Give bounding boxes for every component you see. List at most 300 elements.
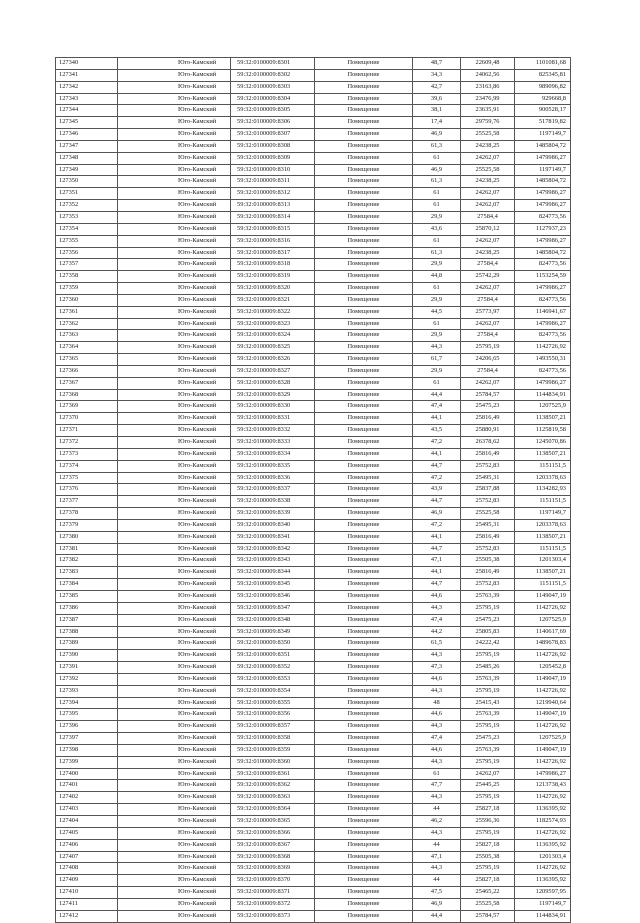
- district-cell: Юго-Камский: [118, 851, 231, 863]
- table-row: [56, 164, 571, 176]
- table-row: [56, 662, 571, 674]
- row-number-cell: 127361: [56, 306, 118, 318]
- area-cell: 47,4: [413, 614, 461, 626]
- table-row: [56, 484, 571, 496]
- table-row: [56, 816, 571, 828]
- area-cell: 43,5: [413, 425, 461, 437]
- cadastral-number-cell: 59:32:0100009:8367: [231, 839, 315, 851]
- area-cell: 44,3: [413, 756, 461, 768]
- district-cell: Юго-Камский: [118, 294, 231, 306]
- cadastral-value-cell: 1479986,27: [515, 377, 571, 389]
- row-number-cell: 127363: [56, 330, 118, 342]
- district-cell: Юго-Камский: [118, 780, 231, 792]
- table-row: [56, 401, 571, 413]
- object-type-cell: Помещение: [315, 519, 413, 531]
- cadastral-value-cell: 1142726,92: [515, 602, 571, 614]
- area-cell: 61,5: [413, 638, 461, 650]
- district-cell: Юго-Камский: [118, 306, 231, 318]
- table-row: [56, 247, 571, 259]
- district-cell: Юго-Камский: [118, 164, 231, 176]
- cadastral-number-cell: 59:32:0100009:8305: [231, 105, 315, 117]
- cadastral-value-cell: 1213738,43: [515, 780, 571, 792]
- object-type-cell: Помещение: [315, 140, 413, 152]
- object-type-cell: Помещение: [315, 271, 413, 283]
- cadastral-number-cell: 59:32:0100009:8323: [231, 318, 315, 330]
- cadastral-number-cell: 59:32:0100009:8325: [231, 342, 315, 354]
- table-row: [56, 342, 571, 354]
- row-number-cell: 127378: [56, 508, 118, 520]
- table-row: [56, 389, 571, 401]
- area-cell: 44,3: [413, 650, 461, 662]
- cadastral-number-cell: 59:32:0100009:8362: [231, 780, 315, 792]
- table-row: [56, 188, 571, 200]
- unit-value-cell: 24262,07: [461, 377, 515, 389]
- table-row: [56, 733, 571, 745]
- object-type-cell: Помещение: [315, 804, 413, 816]
- cadastral-number-cell: 59:32:0100009:8357: [231, 721, 315, 733]
- cadastral-value-cell: 1197149,7: [515, 129, 571, 141]
- cadastral-value-cell: 1142726,92: [515, 863, 571, 875]
- object-type-cell: Помещение: [315, 709, 413, 721]
- object-type-cell: Помещение: [315, 448, 413, 460]
- row-number-cell: 127371: [56, 425, 118, 437]
- table-row: [56, 437, 571, 449]
- row-number-cell: 127411: [56, 898, 118, 910]
- object-type-cell: Помещение: [315, 460, 413, 472]
- cadastral-value-cell: 1134282,93: [515, 484, 571, 496]
- area-cell: 29,9: [413, 365, 461, 377]
- unit-value-cell: 25763,39: [461, 673, 515, 685]
- cadastral-number-cell: 59:32:0100009:8350: [231, 638, 315, 650]
- cadastral-number-cell: 59:32:0100009:8333: [231, 437, 315, 449]
- table-row: [56, 377, 571, 389]
- table-row: [56, 117, 571, 129]
- cadastral-value-cell: 1479986,27: [515, 188, 571, 200]
- row-number-cell: 127345: [56, 117, 118, 129]
- area-cell: 43,9: [413, 484, 461, 496]
- cadastral-value-cell: 1493550,31: [515, 354, 571, 366]
- cadastral-value-cell: 1144834,91: [515, 910, 571, 922]
- table-row: [56, 354, 571, 366]
- object-type-cell: Помещение: [315, 673, 413, 685]
- row-number-cell: 127412: [56, 910, 118, 922]
- unit-value-cell: 25827,18: [461, 804, 515, 816]
- district-cell: Юго-Камский: [118, 804, 231, 816]
- cadastral-value-cell: 1203378,63: [515, 519, 571, 531]
- cadastral-number-cell: 59:32:0100009:8307: [231, 129, 315, 141]
- cadastral-value-cell: 1489678,83: [515, 638, 571, 650]
- row-number-cell: 127398: [56, 744, 118, 756]
- area-cell: 44,7: [413, 496, 461, 508]
- district-cell: Юго-Камский: [118, 792, 231, 804]
- object-type-cell: Помещение: [315, 898, 413, 910]
- table-row: [56, 294, 571, 306]
- cadastral-value-cell: 1207525,9: [515, 401, 571, 413]
- cadastral-number-cell: 59:32:0100009:8364: [231, 804, 315, 816]
- cadastral-number-cell: 59:32:0100009:8303: [231, 81, 315, 93]
- cadastral-number-cell: 59:32:0100009:8309: [231, 152, 315, 164]
- unit-value-cell: 25784,57: [461, 910, 515, 922]
- table-row: [56, 685, 571, 697]
- table-row: [56, 875, 571, 887]
- area-cell: 44,1: [413, 531, 461, 543]
- table-row: [56, 768, 571, 780]
- cadastral-value-cell: 900528,17: [515, 105, 571, 117]
- cadastral-number-cell: 59:32:0100009:8329: [231, 389, 315, 401]
- cadastral-number-cell: 59:32:0100009:8313: [231, 200, 315, 212]
- table-row: [56, 804, 571, 816]
- district-cell: Юго-Камский: [118, 235, 231, 247]
- area-cell: 44,3: [413, 721, 461, 733]
- cadastral-value-cell: 1144834,91: [515, 389, 571, 401]
- object-type-cell: Помещение: [315, 342, 413, 354]
- cadastral-number-cell: 59:32:0100009:8306: [231, 117, 315, 129]
- area-cell: 44,3: [413, 863, 461, 875]
- row-number-cell: 127395: [56, 709, 118, 721]
- cadastral-number-cell: 59:32:0100009:8332: [231, 425, 315, 437]
- cadastral-number-cell: 59:32:0100009:8302: [231, 69, 315, 81]
- cadastral-number-cell: 59:32:0100009:8349: [231, 626, 315, 638]
- area-cell: 29,9: [413, 259, 461, 271]
- cadastral-number-cell: 59:32:0100009:8339: [231, 508, 315, 520]
- unit-value-cell: 23163,86: [461, 81, 515, 93]
- row-number-cell: 127343: [56, 93, 118, 105]
- unit-value-cell: 25795,19: [461, 650, 515, 662]
- cadastral-number-cell: 59:32:0100009:8353: [231, 673, 315, 685]
- area-cell: 44,3: [413, 602, 461, 614]
- cadastral-value-cell: 1142726,92: [515, 756, 571, 768]
- unit-value-cell: 25525,58: [461, 898, 515, 910]
- cadastral-value-table: [55, 57, 571, 923]
- object-type-cell: Помещение: [315, 531, 413, 543]
- cadastral-value-cell: 1101081,68: [515, 58, 571, 70]
- object-type-cell: Помещение: [315, 211, 413, 223]
- table-row: [56, 614, 571, 626]
- area-cell: 44,1: [413, 413, 461, 425]
- object-type-cell: Помещение: [315, 306, 413, 318]
- table-row: [56, 519, 571, 531]
- district-cell: Юго-Камский: [118, 129, 231, 141]
- unit-value-cell: 25752,83: [461, 496, 515, 508]
- cadastral-number-cell: 59:32:0100009:8363: [231, 792, 315, 804]
- object-type-cell: Помещение: [315, 389, 413, 401]
- district-cell: Юго-Камский: [118, 69, 231, 81]
- unit-value-cell: 23635,91: [461, 105, 515, 117]
- area-cell: 46,9: [413, 129, 461, 141]
- object-type-cell: Помещение: [315, 283, 413, 295]
- district-cell: Юго-Камский: [118, 531, 231, 543]
- cadastral-value-cell: 1146941,67: [515, 306, 571, 318]
- object-type-cell: Помещение: [315, 650, 413, 662]
- row-number-cell: 127376: [56, 484, 118, 496]
- table-row: [56, 330, 571, 342]
- object-type-cell: Помещение: [315, 58, 413, 70]
- row-number-cell: 127396: [56, 721, 118, 733]
- table-row: [56, 697, 571, 709]
- unit-value-cell: 25816,49: [461, 413, 515, 425]
- table-row: [56, 176, 571, 188]
- table-row: [56, 93, 571, 105]
- area-cell: 61: [413, 377, 461, 389]
- cadastral-number-cell: 59:32:0100009:8330: [231, 401, 315, 413]
- unit-value-cell: 25465,22: [461, 887, 515, 899]
- cadastral-number-cell: 59:32:0100009:8361: [231, 768, 315, 780]
- area-cell: 61,3: [413, 176, 461, 188]
- cadastral-value-cell: 929668,8: [515, 93, 571, 105]
- table-row: [56, 129, 571, 141]
- table-row: [56, 365, 571, 377]
- object-type-cell: Помещение: [315, 496, 413, 508]
- cadastral-value-cell: 1142726,92: [515, 685, 571, 697]
- row-number-cell: 127362: [56, 318, 118, 330]
- row-number-cell: 127392: [56, 673, 118, 685]
- district-cell: Юго-Камский: [118, 567, 231, 579]
- district-cell: Юго-Камский: [118, 472, 231, 484]
- cadastral-number-cell: 59:32:0100009:8343: [231, 555, 315, 567]
- cadastral-value-cell: 1485804,72: [515, 140, 571, 152]
- row-number-cell: 127397: [56, 733, 118, 745]
- unit-value-cell: 25795,19: [461, 342, 515, 354]
- area-cell: 47,1: [413, 851, 461, 863]
- table-row: [56, 413, 571, 425]
- row-number-cell: 127409: [56, 875, 118, 887]
- table-row: [56, 543, 571, 555]
- table-row: [56, 448, 571, 460]
- area-cell: 44,5: [413, 306, 461, 318]
- cadastral-value-cell: 1479986,27: [515, 318, 571, 330]
- table-row: [56, 223, 571, 235]
- cadastral-number-cell: 59:32:0100009:8315: [231, 223, 315, 235]
- area-cell: 44,7: [413, 579, 461, 591]
- cadastral-number-cell: 59:32:0100009:8334: [231, 448, 315, 460]
- object-type-cell: Помещение: [315, 188, 413, 200]
- cadastral-value-cell: 1127937,23: [515, 223, 571, 235]
- district-cell: Юго-Камский: [118, 283, 231, 295]
- area-cell: 44,4: [413, 389, 461, 401]
- table-row: [56, 863, 571, 875]
- area-cell: 61: [413, 768, 461, 780]
- area-cell: 44,7: [413, 460, 461, 472]
- object-type-cell: Помещение: [315, 567, 413, 579]
- object-type-cell: Помещение: [315, 472, 413, 484]
- district-cell: Юго-Камский: [118, 401, 231, 413]
- unit-value-cell: 25752,83: [461, 579, 515, 591]
- district-cell: Юго-Камский: [118, 697, 231, 709]
- area-cell: 47,4: [413, 733, 461, 745]
- object-type-cell: Помещение: [315, 508, 413, 520]
- cadastral-value-cell: 1197149,7: [515, 898, 571, 910]
- row-number-cell: 127375: [56, 472, 118, 484]
- table-row: [56, 626, 571, 638]
- unit-value-cell: 27584,4: [461, 294, 515, 306]
- cadastral-value-cell: 1207525,9: [515, 733, 571, 745]
- object-type-cell: Помещение: [315, 69, 413, 81]
- unit-value-cell: 25795,19: [461, 721, 515, 733]
- unit-value-cell: 24062,56: [461, 69, 515, 81]
- cadastral-value-cell: 1149047,19: [515, 590, 571, 602]
- table-row: [56, 283, 571, 295]
- cadastral-value-cell: 1245070,86: [515, 437, 571, 449]
- cadastral-number-cell: 59:32:0100009:8314: [231, 211, 315, 223]
- row-number-cell: 127407: [56, 851, 118, 863]
- object-type-cell: Помещение: [315, 744, 413, 756]
- object-type-cell: Помещение: [315, 614, 413, 626]
- object-type-cell: Помещение: [315, 105, 413, 117]
- cadastral-number-cell: 59:32:0100009:8308: [231, 140, 315, 152]
- table-row: [56, 306, 571, 318]
- district-cell: Юго-Камский: [118, 508, 231, 520]
- row-number-cell: 127347: [56, 140, 118, 152]
- row-number-cell: 127368: [56, 389, 118, 401]
- row-number-cell: 127351: [56, 188, 118, 200]
- area-cell: 61: [413, 283, 461, 295]
- unit-value-cell: 24262,07: [461, 152, 515, 164]
- table-row: [56, 792, 571, 804]
- row-number-cell: 127402: [56, 792, 118, 804]
- area-cell: 44,6: [413, 744, 461, 756]
- area-cell: 44: [413, 839, 461, 851]
- district-cell: Юго-Камский: [118, 887, 231, 899]
- district-cell: Юго-Камский: [118, 437, 231, 449]
- table-row: [56, 140, 571, 152]
- district-cell: Юго-Камский: [118, 685, 231, 697]
- unit-value-cell: 25795,19: [461, 756, 515, 768]
- object-type-cell: Помещение: [315, 200, 413, 212]
- object-type-cell: Помещение: [315, 590, 413, 602]
- row-number-cell: 127364: [56, 342, 118, 354]
- area-cell: 44,1: [413, 567, 461, 579]
- unit-value-cell: 25816,49: [461, 567, 515, 579]
- table-row: [56, 271, 571, 283]
- table-row: [56, 152, 571, 164]
- cadastral-value-cell: 1151151,5: [515, 460, 571, 472]
- cadastral-number-cell: 59:32:0100009:8327: [231, 365, 315, 377]
- object-type-cell: Помещение: [315, 780, 413, 792]
- table-row: [56, 839, 571, 851]
- area-cell: 47,2: [413, 519, 461, 531]
- cadastral-value-cell: 1151151,5: [515, 579, 571, 591]
- cadastral-value-cell: 1153254,59: [515, 271, 571, 283]
- unit-value-cell: 25827,18: [461, 875, 515, 887]
- table-row: [56, 721, 571, 733]
- unit-value-cell: 24262,07: [461, 768, 515, 780]
- cadastral-value-cell: 1205452,8: [515, 662, 571, 674]
- row-number-cell: 127373: [56, 448, 118, 460]
- object-type-cell: Помещение: [315, 756, 413, 768]
- object-type-cell: Помещение: [315, 93, 413, 105]
- area-cell: 29,9: [413, 211, 461, 223]
- table-row: [56, 602, 571, 614]
- area-cell: 61: [413, 152, 461, 164]
- cadastral-number-cell: 59:32:0100009:8320: [231, 283, 315, 295]
- unit-value-cell: 25805,83: [461, 626, 515, 638]
- area-cell: 47,2: [413, 472, 461, 484]
- cadastral-number-cell: 59:32:0100009:8344: [231, 567, 315, 579]
- table-row: [56, 508, 571, 520]
- district-cell: Юго-Камский: [118, 247, 231, 259]
- row-number-cell: 127403: [56, 804, 118, 816]
- district-cell: Юго-Камский: [118, 365, 231, 377]
- table-row: [56, 211, 571, 223]
- unit-value-cell: 25485,26: [461, 662, 515, 674]
- unit-value-cell: 25445,25: [461, 780, 515, 792]
- cadastral-value-cell: 1197149,7: [515, 508, 571, 520]
- cadastral-value-cell: 1142726,92: [515, 827, 571, 839]
- object-type-cell: Помещение: [315, 910, 413, 922]
- cadastral-number-cell: 59:32:0100009:8324: [231, 330, 315, 342]
- cadastral-value-cell: 1138507,21: [515, 567, 571, 579]
- cadastral-value-cell: 1142726,92: [515, 342, 571, 354]
- area-cell: 42,7: [413, 81, 461, 93]
- table-row: [56, 579, 571, 591]
- cadastral-value-cell: 1136395,92: [515, 839, 571, 851]
- cadastral-number-cell: 59:32:0100009:8341: [231, 531, 315, 543]
- unit-value-cell: 24262,07: [461, 235, 515, 247]
- row-number-cell: 127344: [56, 105, 118, 117]
- cadastral-value-cell: 1201303,4: [515, 851, 571, 863]
- unit-value-cell: 25773,97: [461, 306, 515, 318]
- row-number-cell: 127346: [56, 129, 118, 141]
- object-type-cell: Помещение: [315, 259, 413, 271]
- unit-value-cell: 23476,99: [461, 93, 515, 105]
- table-row: [56, 460, 571, 472]
- cadastral-number-cell: 59:32:0100009:8373: [231, 910, 315, 922]
- unit-value-cell: 27584,4: [461, 259, 515, 271]
- table-row: [56, 555, 571, 567]
- cadastral-value-cell: 1149047,19: [515, 709, 571, 721]
- unit-value-cell: 25837,88: [461, 484, 515, 496]
- table-row: [56, 709, 571, 721]
- unit-value-cell: 25525,58: [461, 508, 515, 520]
- district-cell: Юго-Камский: [118, 117, 231, 129]
- cadastral-number-cell: 59:32:0100009:8370: [231, 875, 315, 887]
- row-number-cell: 127390: [56, 650, 118, 662]
- object-type-cell: Помещение: [315, 235, 413, 247]
- cadastral-number-cell: 59:32:0100009:8335: [231, 460, 315, 472]
- row-number-cell: 127401: [56, 780, 118, 792]
- area-cell: 44,2: [413, 626, 461, 638]
- object-type-cell: Помещение: [315, 223, 413, 235]
- table-row: [56, 780, 571, 792]
- area-cell: 61,3: [413, 247, 461, 259]
- cadastral-number-cell: 59:32:0100009:8319: [231, 271, 315, 283]
- object-type-cell: Помещение: [315, 294, 413, 306]
- area-cell: 47,2: [413, 437, 461, 449]
- area-cell: 47,5: [413, 887, 461, 899]
- cadastral-value-cell: 1125819,58: [515, 425, 571, 437]
- unit-value-cell: 29759,76: [461, 117, 515, 129]
- unit-value-cell: 24206,65: [461, 354, 515, 366]
- district-cell: Юго-Камский: [118, 377, 231, 389]
- object-type-cell: Помещение: [315, 721, 413, 733]
- object-type-cell: Помещение: [315, 318, 413, 330]
- cadastral-number-cell: 59:32:0100009:8346: [231, 590, 315, 602]
- area-cell: 48: [413, 697, 461, 709]
- district-cell: Юго-Камский: [118, 756, 231, 768]
- unit-value-cell: 25475,23: [461, 733, 515, 745]
- district-cell: Юго-Камский: [118, 816, 231, 828]
- row-number-cell: 127377: [56, 496, 118, 508]
- area-cell: 44,3: [413, 342, 461, 354]
- row-number-cell: 127406: [56, 839, 118, 851]
- district-cell: Юго-Камский: [118, 496, 231, 508]
- unit-value-cell: 27584,4: [461, 330, 515, 342]
- cadastral-value-cell: 1479986,27: [515, 200, 571, 212]
- row-number-cell: 127367: [56, 377, 118, 389]
- cadastral-number-cell: 59:32:0100009:8318: [231, 259, 315, 271]
- district-cell: Юго-Камский: [118, 58, 231, 70]
- table-row: [56, 567, 571, 579]
